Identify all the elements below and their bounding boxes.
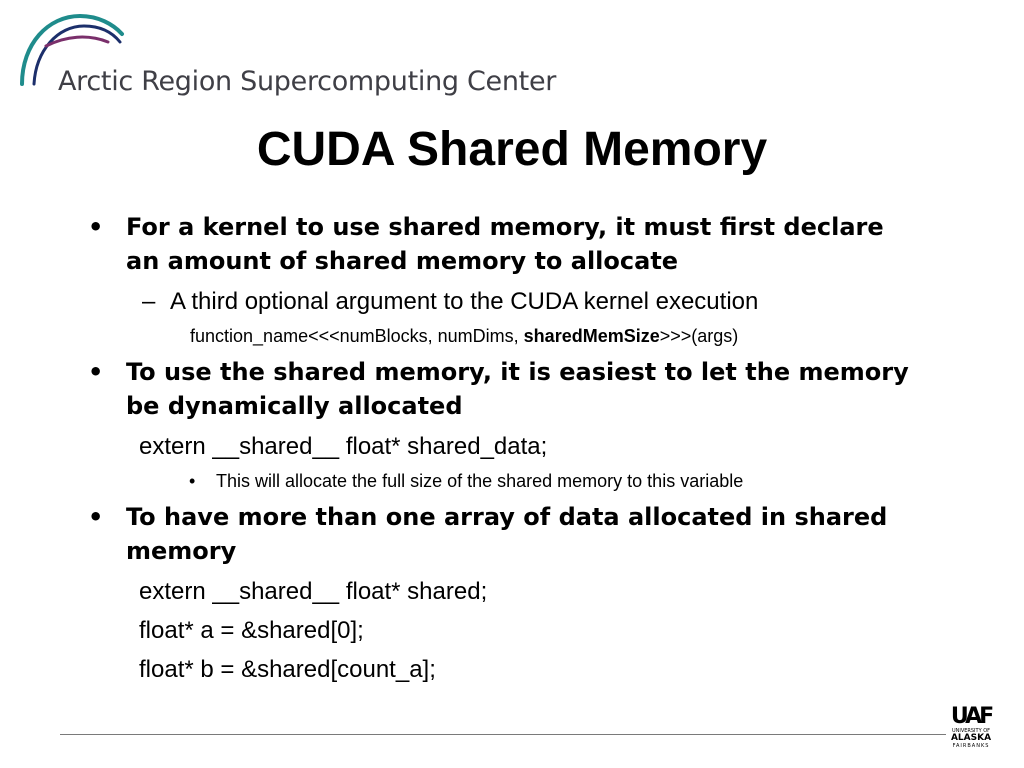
- bullet-item-2: [88, 355, 916, 423]
- arsc-logo: [18, 14, 578, 97]
- slide-title: CUDA Shared Memory: [256, 123, 768, 176]
- uaf-logo: [946, 706, 996, 750]
- bullet-3-text: To have more than one array of data allocated in shared memory: [126, 503, 888, 565]
- uaf-line-1: UNIVERSITY OF: [951, 728, 991, 734]
- bullet-dot-icon: •: [88, 213, 104, 241]
- dash-icon: –: [142, 288, 156, 315]
- bullet-1-text: For a kernel to use shared memory, it must first declare an amount of shared memory to allocate: [126, 213, 884, 275]
- org-name: Arctic Region Supercomputing Center: [58, 66, 557, 97]
- syntax-suffix: >>>(args): [659, 326, 739, 346]
- sub-sub-bullet-note: [189, 470, 744, 492]
- syntax-shared-mem-size: sharedMemSize: [523, 326, 660, 346]
- small-bullet-icon: •: [189, 471, 196, 491]
- uaf-line-2: ALASKA: [950, 733, 992, 743]
- code-line-shared: extern __shared__ float* shared;: [139, 578, 488, 605]
- bullet-2-text: To use the shared memory, it is easiest to let the memory be dynamically allocated: [126, 358, 909, 420]
- footer-divider: [60, 734, 946, 735]
- bullet-item-1: [88, 210, 916, 278]
- code-line-a: float* a = &shared[0];: [139, 617, 364, 644]
- code-line-shared-data: extern __shared__ float* shared_data;: [139, 433, 548, 460]
- syntax-prefix: function_name<<<numBlocks, numDims,: [190, 326, 524, 346]
- sub-bullet-1-text: A third optional argument to the CUDA kernel execution: [170, 288, 759, 315]
- uaf-mark: UAF: [950, 704, 992, 729]
- kernel-launch-syntax: [190, 325, 738, 347]
- bullet-dot-icon: •: [88, 358, 104, 386]
- bullet-dot-icon: •: [88, 503, 104, 531]
- uaf-line-3: FAIRBANKS: [952, 743, 990, 749]
- sub-bullet-1: [142, 287, 759, 317]
- bullet-item-3: [88, 500, 916, 568]
- note-text: This will allocate the full size of the shared memory to this variable: [216, 471, 744, 491]
- code-line-b: float* b = &shared[count_a];: [139, 656, 436, 683]
